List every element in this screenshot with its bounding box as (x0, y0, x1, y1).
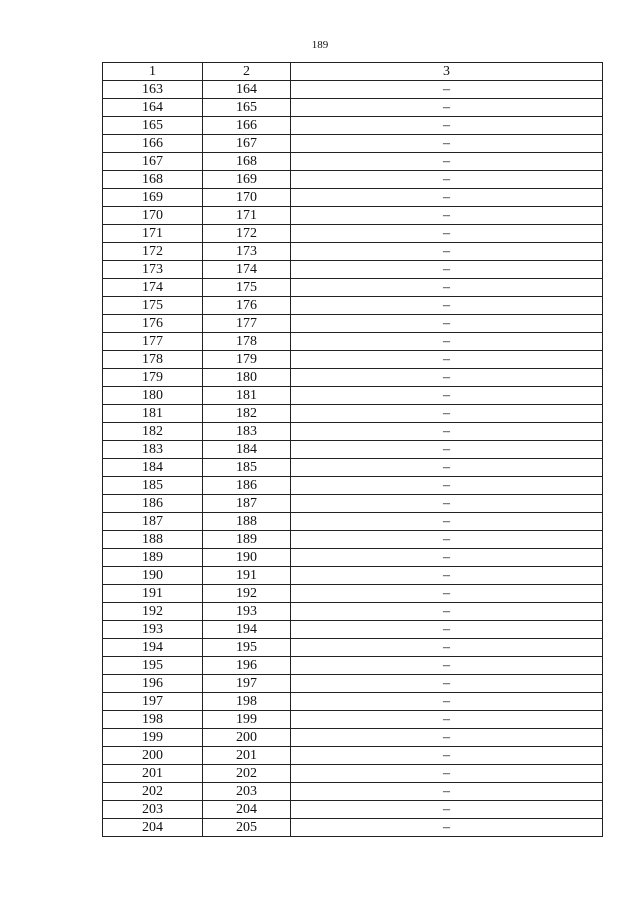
table-row (103, 549, 603, 567)
table-row (103, 783, 603, 801)
cell-col-2: 186 (203, 477, 291, 495)
table-row (103, 99, 603, 117)
cell-col-3: – (291, 459, 603, 477)
cell-col-3: – (291, 675, 603, 693)
table-row (103, 405, 603, 423)
table-row (103, 729, 603, 747)
cell-col-1: 192 (103, 603, 203, 621)
table-row (103, 801, 603, 819)
cell-col-2: 200 (203, 729, 291, 747)
cell-col-2: 198 (203, 693, 291, 711)
cell-col-3: – (291, 207, 603, 225)
cell-col-3: – (291, 819, 603, 837)
cell-col-1: 179 (103, 369, 203, 387)
cell-col-2: 184 (203, 441, 291, 459)
cell-col-2: 177 (203, 315, 291, 333)
table-row (103, 81, 603, 99)
table-row (103, 495, 603, 513)
cell-col-3: – (291, 441, 603, 459)
cell-col-1: 201 (103, 765, 203, 783)
cell-col-1: 167 (103, 153, 203, 171)
table-row (103, 459, 603, 477)
cell-col-3: – (291, 153, 603, 171)
cell-col-3: – (291, 747, 603, 765)
cell-col-1: 193 (103, 621, 203, 639)
cell-col-3: – (291, 225, 603, 243)
cell-col-1: 177 (103, 333, 203, 351)
cell-col-1: 197 (103, 693, 203, 711)
cell-col-3: – (291, 297, 603, 315)
cell-col-1: 199 (103, 729, 203, 747)
cell-col-1: 187 (103, 513, 203, 531)
cell-col-3: – (291, 621, 603, 639)
cell-col-2: 179 (203, 351, 291, 369)
cell-col-2: 191 (203, 567, 291, 585)
cell-col-2: 201 (203, 747, 291, 765)
cell-col-1: 173 (103, 261, 203, 279)
cell-col-2: 205 (203, 819, 291, 837)
cell-col-2: 202 (203, 765, 291, 783)
table-row (103, 315, 603, 333)
cell-col-2: 174 (203, 261, 291, 279)
table-row (103, 531, 603, 549)
cell-col-2: 190 (203, 549, 291, 567)
cell-col-1: 174 (103, 279, 203, 297)
table-row (103, 243, 603, 261)
cell-col-1: 171 (103, 225, 203, 243)
cell-col-1: 203 (103, 801, 203, 819)
table-row (103, 279, 603, 297)
cell-col-3: – (291, 333, 603, 351)
cell-col-1: 176 (103, 315, 203, 333)
cell-col-1: 189 (103, 549, 203, 567)
table-body (103, 81, 603, 837)
header-row (103, 63, 603, 81)
cell-col-3: – (291, 567, 603, 585)
column-header-3: 3 (291, 63, 603, 81)
cell-col-2: 192 (203, 585, 291, 603)
cell-col-3: – (291, 171, 603, 189)
column-header-1: 1 (103, 63, 203, 81)
cell-col-2: 182 (203, 405, 291, 423)
cell-col-1: 180 (103, 387, 203, 405)
page-number: 189 (311, 39, 329, 51)
cell-col-1: 190 (103, 567, 203, 585)
cell-col-3: – (291, 369, 603, 387)
cell-col-1: 195 (103, 657, 203, 675)
cell-col-3: – (291, 261, 603, 279)
cell-col-3: – (291, 279, 603, 297)
cell-col-3: – (291, 657, 603, 675)
cell-col-1: 186 (103, 495, 203, 513)
cell-col-1: 198 (103, 711, 203, 729)
cell-col-1: 191 (103, 585, 203, 603)
cell-col-2: 165 (203, 99, 291, 117)
cell-col-3: – (291, 801, 603, 819)
table-row (103, 513, 603, 531)
cell-col-2: 183 (203, 423, 291, 441)
cell-col-2: 166 (203, 117, 291, 135)
cell-col-1: 185 (103, 477, 203, 495)
table-row (103, 477, 603, 495)
table-row (103, 711, 603, 729)
table-row (103, 567, 603, 585)
cell-col-2: 193 (203, 603, 291, 621)
cell-col-3: – (291, 477, 603, 495)
cell-col-3: – (291, 513, 603, 531)
table-row (103, 153, 603, 171)
table-row (103, 819, 603, 837)
cell-col-3: – (291, 423, 603, 441)
cell-col-3: – (291, 765, 603, 783)
table-row (103, 387, 603, 405)
cell-col-3: – (291, 243, 603, 261)
table-row (103, 621, 603, 639)
cell-col-1: 178 (103, 351, 203, 369)
cell-col-3: – (291, 315, 603, 333)
cell-col-2: 176 (203, 297, 291, 315)
table-row (103, 585, 603, 603)
cell-col-1: 202 (103, 783, 203, 801)
cell-col-1: 168 (103, 171, 203, 189)
cell-col-3: – (291, 99, 603, 117)
table-row (103, 657, 603, 675)
cell-col-1: 188 (103, 531, 203, 549)
data-table (102, 62, 603, 837)
cell-col-1: 166 (103, 135, 203, 153)
cell-col-2: 204 (203, 801, 291, 819)
cell-col-1: 183 (103, 441, 203, 459)
cell-col-1: 184 (103, 459, 203, 477)
cell-col-2: 180 (203, 369, 291, 387)
cell-col-3: – (291, 135, 603, 153)
cell-col-2: 178 (203, 333, 291, 351)
cell-col-3: – (291, 495, 603, 513)
cell-col-3: – (291, 81, 603, 99)
cell-col-3: – (291, 711, 603, 729)
cell-col-3: – (291, 603, 603, 621)
cell-col-3: – (291, 585, 603, 603)
cell-col-2: 199 (203, 711, 291, 729)
cell-col-3: – (291, 351, 603, 369)
table-row (103, 189, 603, 207)
cell-col-3: – (291, 531, 603, 549)
cell-col-2: 194 (203, 621, 291, 639)
cell-col-1: 169 (103, 189, 203, 207)
cell-col-2: 196 (203, 657, 291, 675)
cell-col-3: – (291, 549, 603, 567)
cell-col-1: 204 (103, 819, 203, 837)
cell-col-2: 171 (203, 207, 291, 225)
table-row (103, 639, 603, 657)
table-row (103, 369, 603, 387)
cell-col-1: 194 (103, 639, 203, 657)
cell-col-3: – (291, 783, 603, 801)
table-row (103, 675, 603, 693)
table-row (103, 747, 603, 765)
table-row (103, 441, 603, 459)
cell-col-1: 163 (103, 81, 203, 99)
table-row (103, 171, 603, 189)
cell-col-3: – (291, 189, 603, 207)
cell-col-2: 181 (203, 387, 291, 405)
cell-col-2: 167 (203, 135, 291, 153)
table-row (103, 135, 603, 153)
cell-col-2: 172 (203, 225, 291, 243)
cell-col-1: 182 (103, 423, 203, 441)
table-header (103, 63, 603, 81)
cell-col-3: – (291, 405, 603, 423)
cell-col-2: 168 (203, 153, 291, 171)
table-row (103, 603, 603, 621)
cell-col-1: 172 (103, 243, 203, 261)
cell-col-2: 173 (203, 243, 291, 261)
table-row (103, 333, 603, 351)
cell-col-2: 164 (203, 81, 291, 99)
cell-col-2: 170 (203, 189, 291, 207)
cell-col-1: 164 (103, 99, 203, 117)
table-row (103, 261, 603, 279)
table-row (103, 225, 603, 243)
table-row (103, 207, 603, 225)
table-row (103, 297, 603, 315)
table-row (103, 117, 603, 135)
cell-col-1: 200 (103, 747, 203, 765)
cell-col-3: – (291, 729, 603, 747)
column-header-2: 2 (203, 63, 291, 81)
cell-col-2: 203 (203, 783, 291, 801)
cell-col-3: – (291, 639, 603, 657)
table-row (103, 423, 603, 441)
cell-col-2: 197 (203, 675, 291, 693)
cell-col-2: 175 (203, 279, 291, 297)
cell-col-3: – (291, 387, 603, 405)
table-row (103, 693, 603, 711)
table-row (103, 351, 603, 369)
cell-col-2: 188 (203, 513, 291, 531)
cell-col-1: 175 (103, 297, 203, 315)
cell-col-3: – (291, 693, 603, 711)
cell-col-2: 195 (203, 639, 291, 657)
cell-col-1: 196 (103, 675, 203, 693)
cell-col-2: 169 (203, 171, 291, 189)
cell-col-2: 185 (203, 459, 291, 477)
cell-col-2: 187 (203, 495, 291, 513)
cell-col-3: – (291, 117, 603, 135)
table-row (103, 765, 603, 783)
cell-col-1: 181 (103, 405, 203, 423)
cell-col-1: 170 (103, 207, 203, 225)
cell-col-2: 189 (203, 531, 291, 549)
cell-col-1: 165 (103, 117, 203, 135)
